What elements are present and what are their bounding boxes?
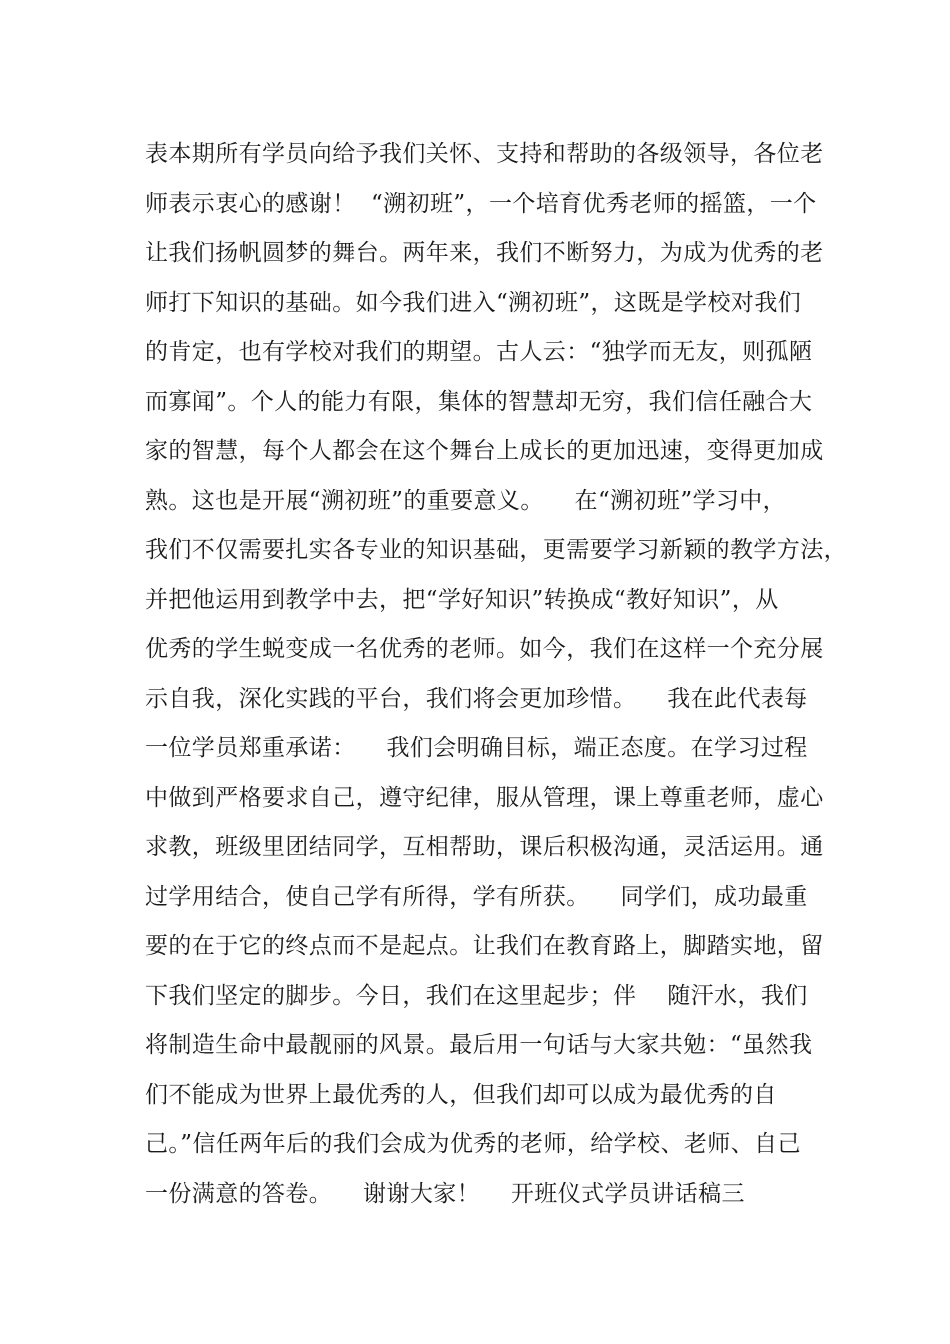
text-line-5: 的肯定，也有学校对我们的期望。古人云：“独学而无友，则孤陋 — [145, 339, 813, 365]
text-line-19: 将制造生命中最靓丽的风景。最后用一句话与大家共勉：“虽然我 — [145, 1032, 813, 1058]
text-line-4: 师打下知识的基础。如今我们进入“溯初班”，这既是学校对我们 — [145, 289, 802, 316]
text-line-13: 一位学员郑重承诺： 我们会明确目标，端正态度。在学习过程 — [145, 735, 808, 761]
text-line-2: 师表示衷心的感谢！ “溯初班”，一个培育优秀老师的摇篮，一个 — [145, 190, 817, 217]
text-line-7: 家的智慧，每个人都会在这个舞台上成长的更加迅速，变得更加成 — [145, 438, 824, 464]
text-line-15: 求教，班级里团结同学，互相帮助，课后积极沟通，灵活运用。通 — [145, 834, 824, 860]
text-line-1: 表本期所有学员向给予我们关怀、支持和帮助的各级领导，各位老 — [145, 141, 824, 167]
text-line-10: 并把他运用到教学中去，把“学好知识”转换成“教好知识”，从 — [145, 586, 779, 613]
text-line-9: 我们不仅需要扎实各专业的知识基础，更需要学习新颖的教学方法， — [145, 537, 847, 563]
text-line-6: 而寡闻”。个人的能力有限，集体的智慧却无穷，我们信任融合大 — [145, 388, 813, 415]
text-line-16: 过学用结合，使自己学有所得，学有所获。 同学们，成功最重 — [145, 883, 808, 910]
text-line-14: 中做到严格要求自己，遵守纪律，服从管理，课上尊重老师，虚心 — [145, 784, 824, 811]
text-line-21: 己。”信任两年后的我们会成为优秀的老师，给学校、老师、自己 — [145, 1131, 801, 1157]
text-line-22: 一份满意的答卷。 谢谢大家！ 开班仪式学员讲话稿三 — [145, 1180, 745, 1207]
text-line-18: 下我们坚定的脚步。今日，我们在这里起步；伴 随汗水，我们 — [145, 982, 808, 1009]
text-line-12: 示自我，深化实践的平台，我们将会更加珍惜。 我在此代表每 — [145, 685, 808, 712]
text-line-3: 让我们扬帆圆梦的舞台。两年来，我们不断努力，为成为优秀的老 — [145, 240, 824, 266]
text-line-17: 要的在于它的终点而不是起点。让我们在教育路上，脚踏实地，留 — [145, 933, 824, 959]
text-line-11: 优秀的学生蜕变成一名优秀的老师。如今，我们在这样一个充分展 — [145, 636, 824, 662]
body-text — [145, 130, 847, 1219]
text-line-8: 熟。这也是开展“溯初班”的重要意义。 在“溯初班”学习中， — [145, 487, 787, 514]
text-line-20: 们不能成为世界上最优秀的人，但我们却可以成为最优秀的自 — [145, 1081, 777, 1108]
